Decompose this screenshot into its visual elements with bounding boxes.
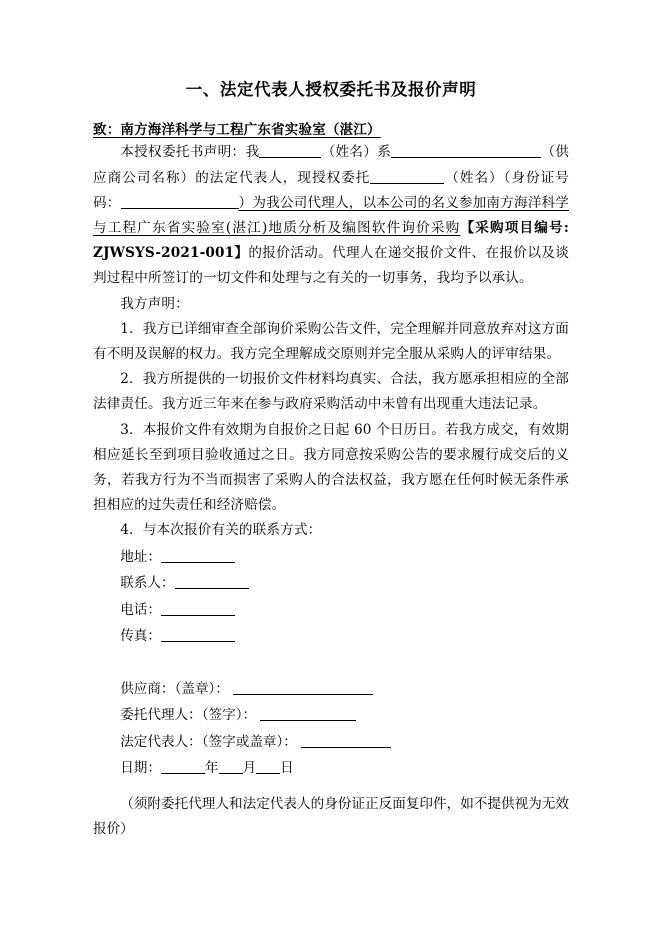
authorization-after-id: ）为我公司代理人，以本公司的名义参加 bbox=[238, 194, 487, 211]
supplier-seal-label: 供应商：（盖章）： bbox=[120, 680, 229, 697]
clause-3: 3．本报价文件有效期为自报价之日起 60 个日历日。若我方成交，有效期相应延长至到项目验收通过之日。我方同意按采购公告的要求履行成交后的义务，若我方行为不当而损害了采购人的合法权益，我方愿在任何时候无条件承担相应的过失责任和经济赔偿。 bbox=[93, 421, 569, 514]
contact-list bbox=[93, 544, 569, 650]
contact-person-blank[interactable] bbox=[175, 574, 249, 589]
date-year-unit: 年 bbox=[204, 760, 219, 777]
signature-row-date bbox=[93, 755, 569, 782]
phone-blank[interactable] bbox=[161, 601, 235, 616]
authorization-after-name1: （姓名）系 bbox=[321, 144, 392, 161]
contact-person-label: 联系人： bbox=[120, 575, 175, 592]
agent-id-blank[interactable] bbox=[121, 194, 239, 209]
addressee-label: 致： bbox=[93, 122, 121, 139]
legal-rep-signature-label: 法定代表人：（签字或盖章）： bbox=[120, 733, 297, 750]
authorization-after-name2: （姓名）（身份证号码： bbox=[93, 169, 569, 211]
address-label: 地址： bbox=[120, 548, 161, 565]
project-name: 南方海洋科学与工程广东省实验室(湛江)地质分析及编图软件询价采购 bbox=[93, 194, 569, 236]
signature-block bbox=[93, 676, 569, 782]
footnote: （须附委托代理人和法定代表人的身份证正反面复印件，如不提供视为无效报价） bbox=[93, 795, 569, 837]
addressee-name: 南方海洋科学与工程广东省实验室（湛江） bbox=[120, 122, 381, 139]
list-item-contact-person bbox=[93, 570, 569, 597]
list-item-fax bbox=[93, 623, 569, 650]
agent-signature-blank[interactable] bbox=[260, 706, 356, 721]
date-month-blank[interactable] bbox=[219, 759, 243, 774]
date-day-unit: 日 bbox=[280, 760, 294, 777]
authorization-after-company: （供应商公司名称）的法定代表人，现授权委托 bbox=[93, 144, 570, 186]
signature-row-supplier bbox=[93, 676, 569, 703]
agent-name-blank[interactable] bbox=[370, 169, 444, 184]
date-label: 日期： bbox=[120, 760, 161, 777]
supplier-company-blank[interactable] bbox=[391, 143, 541, 158]
clause-1: 1．我方已详细审查全部询价采购公告文件，完全理解并同意放弃对这方面有不明及误解的权力。我方完全理解成交原则并完全服从采购人的评审结果。 bbox=[93, 320, 569, 362]
date-year-blank[interactable] bbox=[161, 759, 205, 774]
list-item-phone bbox=[93, 597, 569, 624]
clause-4: 4．与本次报价有关的联系方式： bbox=[120, 522, 322, 539]
list-item-address bbox=[93, 544, 569, 571]
date-day-blank[interactable] bbox=[256, 759, 280, 774]
legal-rep-signature-blank[interactable] bbox=[301, 733, 391, 748]
declaration-heading: 我方声明： bbox=[120, 295, 189, 312]
authorization-paragraph bbox=[93, 140, 569, 291]
authorization-tail: 的报价活动。代理人在递交报价文件、在报价以及谈判过程中所签订的一切文件和处理与之有关的一切事务，我均予以承认。 bbox=[93, 245, 569, 287]
project-code: 【采购项目编号: ZJWSYS-2021-001】 bbox=[93, 219, 569, 262]
page-title: 一、法定代表人授权委托书及报价声明 bbox=[185, 80, 477, 99]
authorization-lead: 本授权委托书声明：我 bbox=[120, 144, 260, 161]
addressee-line bbox=[93, 120, 569, 140]
clause-2: 2．我方所提供的一切报价文件材料均真实、合法，我方愿承担相应的全部法律责任。我方近三年来在参与政府采购活动中未曾有出现重大违法记录。 bbox=[93, 371, 569, 413]
date-month-unit: 月 bbox=[242, 760, 257, 777]
agent-signature-label: 委托代理人：（签字）： bbox=[120, 707, 257, 724]
signature-row-agent bbox=[93, 702, 569, 729]
address-blank[interactable] bbox=[161, 548, 235, 563]
phone-label: 电话： bbox=[120, 601, 161, 618]
supplier-seal-blank[interactable] bbox=[233, 680, 373, 695]
fax-blank[interactable] bbox=[161, 627, 235, 642]
principal-name-blank[interactable] bbox=[259, 143, 321, 158]
signature-row-legal-rep bbox=[93, 729, 569, 756]
fax-label: 传真： bbox=[120, 628, 161, 645]
